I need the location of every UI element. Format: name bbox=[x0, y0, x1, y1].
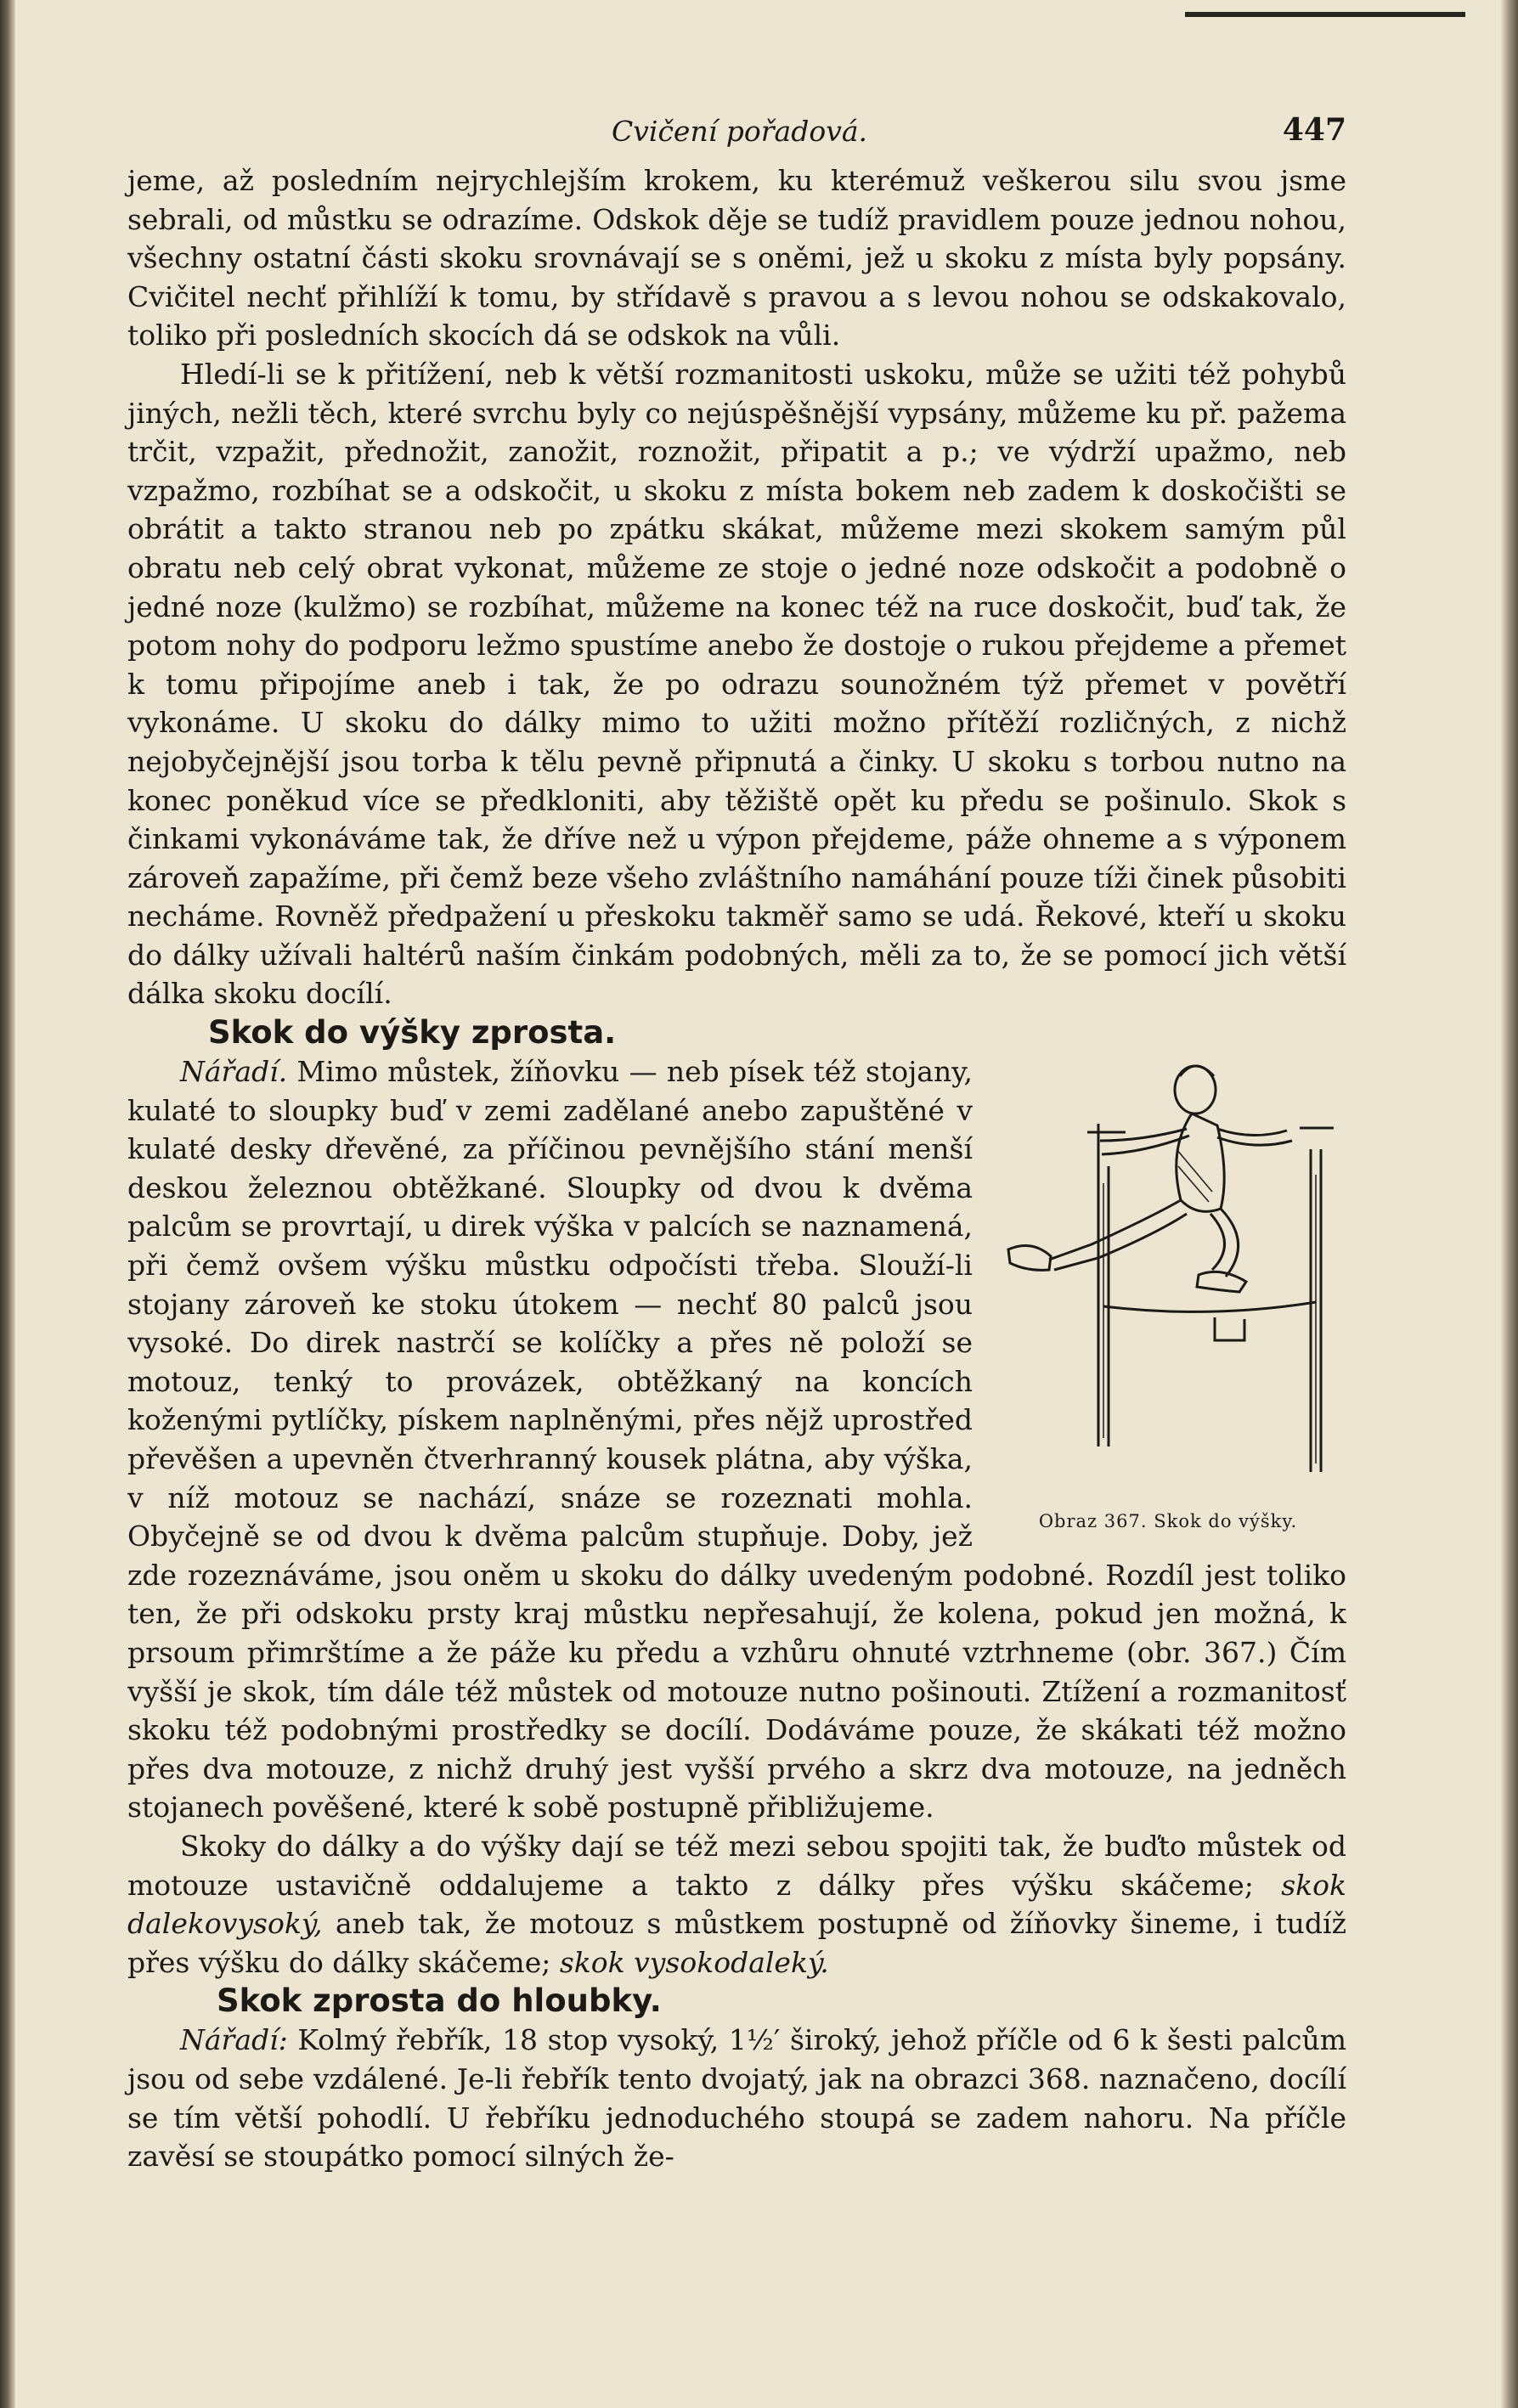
scan-edge-left bbox=[0, 0, 15, 2408]
paragraph-combined-jumps bbox=[127, 1827, 1346, 1982]
scan-edge-right bbox=[1501, 0, 1518, 2408]
running-title: Cvičení pořadová. bbox=[612, 115, 867, 148]
rope-cloth bbox=[1215, 1317, 1244, 1340]
heading-deep-jump: Skok zprosta do hloubky. bbox=[217, 1982, 662, 2020]
figure-caption: Obraz 367. Skok do výšky. bbox=[1038, 1511, 1298, 1532]
high-jump-text: Mimo můstek, žíňovku — neb písek též stojany, kulaté to sloupky buď v zemi zadělané anebo zapuštěné v kulaté desky dřevěné, za příčinou pevnějšího stání menší deskou železnou obtěžkané. Sloupky od dvou k dvěma palcům se provrtají, u direk výška v palcích se naznamená, při čemž ovšem výšku můstku odpočísti třeba. Slouží-li stojany zároveň ke stoku útokem — nechť 80 palců jsou vysoké. Do direk nastrčí se kolíčky a přes ně položí se motouz, tenký to provázek, obtěžkaný na koncích koženými pytlíčky, pískem naplněnými, přes nějž uprostřed převěšen a upevněn čtverhranný kousek plátna, aby výška, v níž motouz se nachází, snáze se rozeznati mohla. Obyčejně se od dvou k dvěma palcům stupňuje. Doby, jež zde rozeznáváme, jsou oněm u skoku do dálky uvedeným podobné. Rozdíl jest toliko ten, že při odskoku prsty kraj můstku nepřesahují, že kolena, pokud jen možná, k prsoum přimrštíme a že páže ku předu a vzhůru ohnuté vztrhneme (obr. 367.) Čím vyšší je skok, tím dále též můstek od motouze nutno pošinouti. Ztížení a rozmanitosť skoku též podobnými prostředky se docílí. Dodáváme pouze, že skákati též možno přes dva motouze, z nichž druhý jest vyšší prvého a skrz dva motouze, na jedněch stojanech pověšené, které k sobě postupně přibližujeme. bbox=[127, 1055, 1346, 1824]
high-jump-section bbox=[127, 1013, 1346, 1827]
heading-high-jump: Skok do výšky zprosta. bbox=[208, 1014, 617, 1052]
jumper-left-arm bbox=[1100, 1129, 1187, 1141]
combined-text-1: Skoky do dálky a do výšky dají se též mezi sebou spojiti tak, že buďto můstek od motouze ustavičně oddalujeme a takto z dálky přes výšku skáčeme; bbox=[127, 1829, 1346, 1902]
jumper-left-foot bbox=[1008, 1246, 1051, 1271]
figure-367 bbox=[990, 1047, 1346, 1531]
page-number: 447 bbox=[1282, 112, 1346, 148]
jumper-right-foot bbox=[1197, 1272, 1246, 1292]
combined-text-2: aneb tak, že motouz s můstkem postupně od žíňovky šineme, i tudíž přes výšku do dálky skáčeme; bbox=[127, 1907, 1346, 1979]
deep-jump-text: Kolmý řebřík, 18 stop vysoký, 1½′ široký, jehož příčle od 6 k šesti palcům jsou od sebe vzdálené. Je-li řebřík tento dvojatý, jak na obrazci 368. naznačeno, docílí se tím větší pohodlí. U řebříku jednoduchého stoupá se zadem nahoru. Na příčle zavěsí se stoupátko pomocí silných že- bbox=[127, 2023, 1346, 2174]
top-edge-mark bbox=[1185, 12, 1465, 17]
page-header bbox=[127, 110, 1346, 161]
label-equipment-2: Nářadí: bbox=[180, 2023, 288, 2057]
rope bbox=[1103, 1302, 1316, 1311]
term-dalekovysoky: skok dalekovysoký, bbox=[127, 1868, 1346, 1941]
high-jump-illustration bbox=[998, 1047, 1338, 1489]
paragraph-deep-jump bbox=[127, 2021, 1346, 2175]
book-page bbox=[127, 110, 1346, 2176]
term-vysokodaleky: skok vysokodaleký. bbox=[559, 1945, 829, 1979]
label-equipment: Nářadí. bbox=[180, 1055, 288, 1089]
jumper-torso bbox=[1177, 1114, 1224, 1211]
paragraph-continuation: jeme, až posledním nejrychlejším krokem, ku kterémuž veškerou silu svou jsme sebrali, od můstku se odrazíme. Odskok děje se tudíž pravidlem pouze jednou nohou, všechny ostatní části skoku srovnávají se s oněmi, jež u skoku z místa byly popsány. Cvičitel nechť přihlíží k tomu, by střídavě s pravou a s levou nohou se odskakovalo, toliko při posledních skocích dá se odskok na vůli. bbox=[127, 164, 1346, 352]
paragraph-variations: Hledí-li se k přitížení, neb k větší rozmanitosti uskoku, může se užiti též pohybů jiných, nežli těch, které svrchu byly co nejúspěšnější vypsány, můžeme ku př. pažema trčit, vzpažit, přednožit, zanožit, roznožit, připatit a p.; ve výdrží upažmo, neb vzpažmo, rozbíhat se a odskočit, u skoku z místa bokem neb zadem k doskočišti se obrátit a takto stranou neb po zpátku skákat, můžeme mezi skokem samým půl obratu neb celý obrat vykonat, můžeme ze stoje o jedné noze odskočit a podobně o jedné noze (kulžmo) se rozbíhat, můžeme na konec též na ruce doskočit, buď tak, že potom nohy do podporu ležmo spustíme anebo že dostoje o rukou přejdeme a přemet k tomu připojíme aneb i tak, že po odrazu sounožném týž přemet v povětří vykonáme. U skoku do dálky mimo to užiti možno přítěží rozličných, z nichž nejobyčejnější jsou torba k tělu pevně připnutá a činky. U skoku s torbou nutno na konec poněkud více se předkloniti, aby těžiště opět ku předu se pošinulo. Skok s činkami vykonáváme tak, že dříve než u výpon přejdeme, páže ohneme a s výponem zároveň zapažíme, při čemž beze všeho zvláštního namáhání pouze tíži činek působiti necháme. Rovněž předpažení u přeskoku takměř samo se udá. Řekové, kteří u skoku do dálky užívali haltérů naším činkám podobných, měli za to, že se pomocí jich větší dálka skoku docílí. bbox=[127, 357, 1346, 1011]
jumper-right-arm bbox=[1217, 1129, 1287, 1136]
